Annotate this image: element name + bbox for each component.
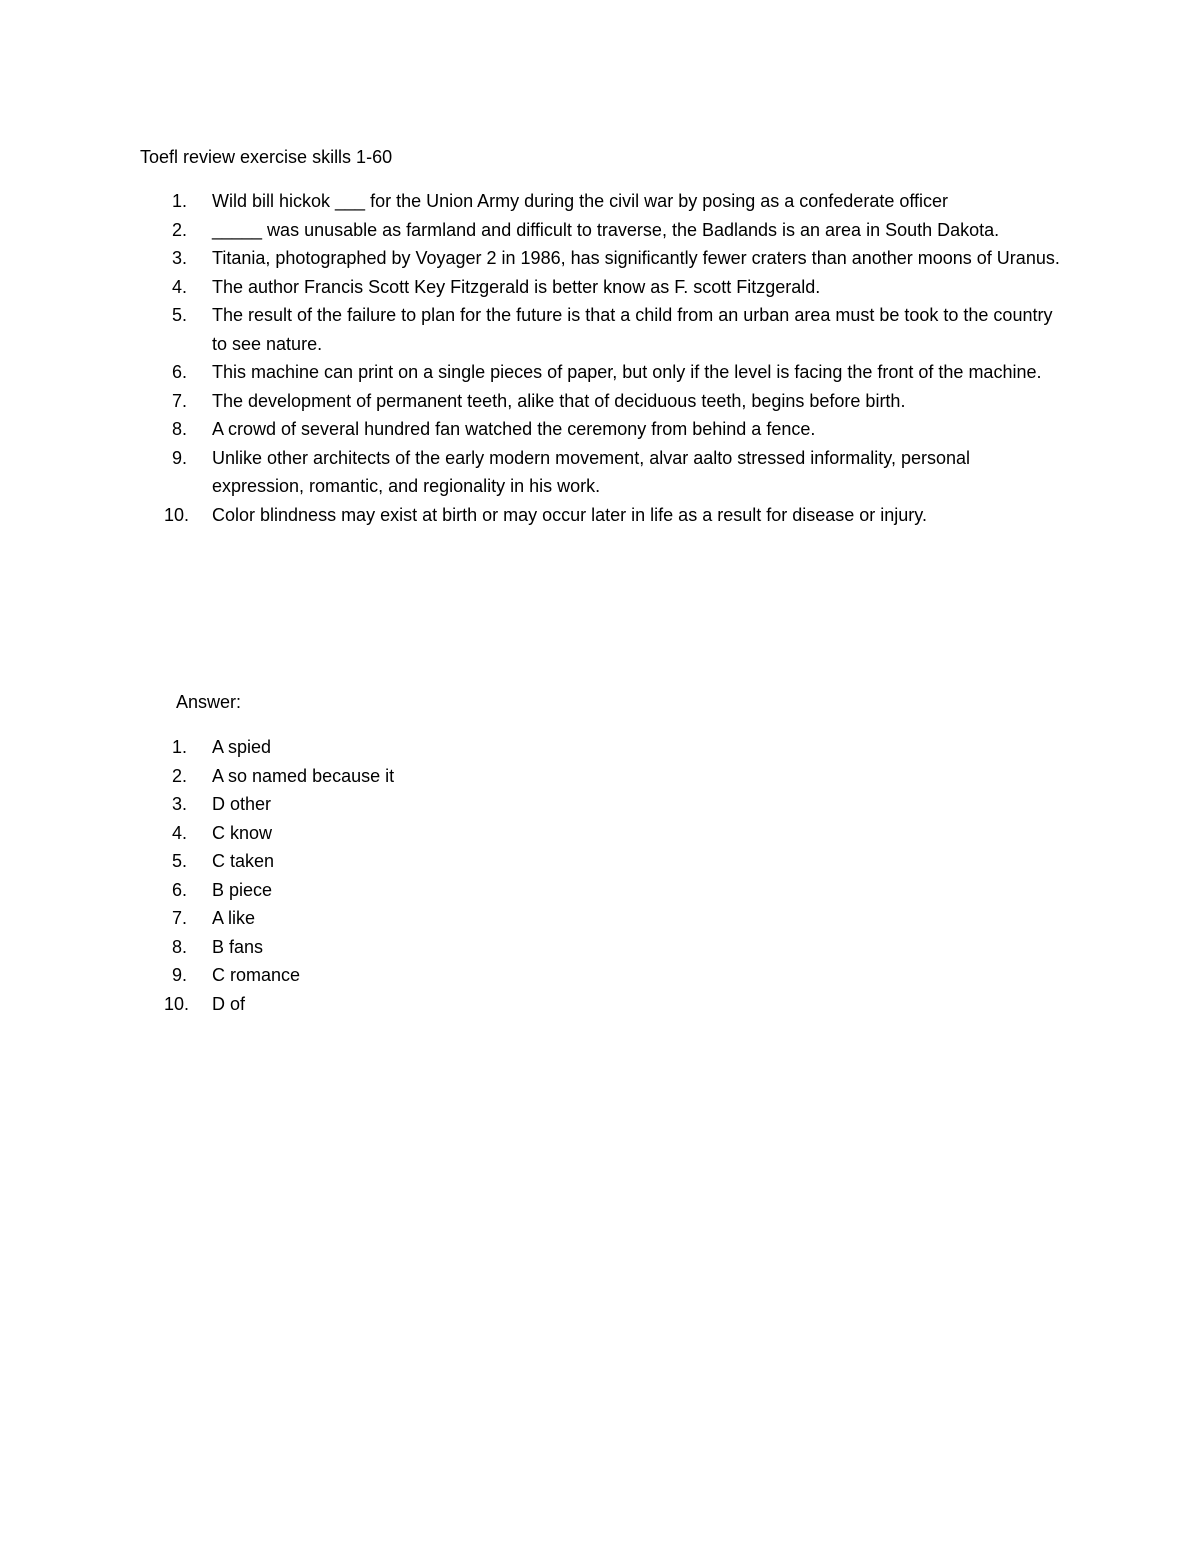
question-number: 6. xyxy=(172,362,188,382)
question-item xyxy=(140,501,1060,530)
question-item xyxy=(140,415,1060,444)
answer-number: 7. xyxy=(172,908,188,928)
answer-number: 4. xyxy=(172,822,188,843)
question-text: The author Francis Scott Key Fitzgerald is better know as F. scott Fitzgerald. xyxy=(212,276,821,297)
answer-text: B fans xyxy=(212,936,264,957)
question-item xyxy=(140,244,1060,273)
answer-number: 2. xyxy=(172,765,188,786)
answer-text: D other xyxy=(212,794,272,814)
question-item xyxy=(140,273,1060,302)
answer-text: C taken xyxy=(212,851,275,871)
question-item xyxy=(140,187,1060,216)
document-title: Toefl review exercise skills 1-60 xyxy=(140,147,393,167)
question-text: A crowd of several hundred fan watched the ceremony from behind a fence. xyxy=(212,419,816,439)
question-text: Wild bill hickok ___ for the Union Army during the civil war by posing as a confederate officer xyxy=(212,191,949,211)
question-number: 5. xyxy=(172,305,188,325)
answer-number: 1. xyxy=(172,737,188,757)
question-item xyxy=(140,301,1060,358)
answer-item xyxy=(140,990,1060,1019)
question-text: The development of permanent teeth, alike that of deciduous teeth, begins before birth. xyxy=(212,390,906,411)
question-text: The result of the failure to plan for the future is that a child from an urban area must be took to the country to see nature. xyxy=(212,305,1053,354)
question-number: 8. xyxy=(172,419,188,439)
question-number: 10. xyxy=(164,504,190,525)
question-list xyxy=(140,187,1060,529)
question-item xyxy=(140,444,1060,501)
answer-text: A spied xyxy=(212,737,272,757)
question-text: _____ was unusable as farmland and difficult to traverse, the Badlands is an area in South Dakota. xyxy=(212,219,1000,240)
answer-text: B piece xyxy=(212,879,273,900)
answer-item xyxy=(140,819,1060,848)
answer-item xyxy=(140,762,1060,791)
answer-item xyxy=(140,847,1060,876)
answer-text: A like xyxy=(212,908,256,928)
answer-heading: Answer: xyxy=(176,692,242,712)
question-item xyxy=(140,387,1060,416)
answer-number: 5. xyxy=(172,851,188,871)
answer-item xyxy=(140,904,1060,933)
answer-text: D of xyxy=(212,993,246,1014)
answer-text: A so named because it xyxy=(212,765,395,786)
answer-item xyxy=(140,733,1060,762)
answer-number: 8. xyxy=(172,936,188,957)
question-number: 3. xyxy=(172,248,188,268)
answer-number: 3. xyxy=(172,794,188,814)
answer-item xyxy=(140,961,1060,990)
question-text: This machine can print on a single pieces of paper, but only if the level is facing the front of the machine. xyxy=(212,362,1042,382)
answer-text: C know xyxy=(212,822,273,843)
question-number: 9. xyxy=(172,447,188,468)
answer-number: 10. xyxy=(164,993,190,1014)
answer-number: 9. xyxy=(172,965,188,985)
question-text: Color blindness may exist at birth or may occur later in life as a result for disease or injury. xyxy=(212,504,927,525)
question-text: Unlike other architects of the early modern movement, alvar aalto stressed informality, personal expression, romantic, and regionality in his work. xyxy=(212,447,971,496)
question-number: 1. xyxy=(172,191,188,211)
answer-list xyxy=(140,733,1060,1018)
question-text: Titania, photographed by Voyager 2 in 1986, has significantly fewer craters than another moons of Uranus. xyxy=(212,248,1060,268)
question-item xyxy=(140,358,1060,387)
question-number: 4. xyxy=(172,276,188,297)
question-number: 7. xyxy=(172,390,188,411)
answer-item xyxy=(140,933,1060,962)
answer-item xyxy=(140,790,1060,819)
answer-number: 6. xyxy=(172,879,188,900)
question-number: 2. xyxy=(172,219,188,240)
answer-item xyxy=(140,876,1060,905)
question-item xyxy=(140,216,1060,245)
answer-text: C romance xyxy=(212,965,301,985)
